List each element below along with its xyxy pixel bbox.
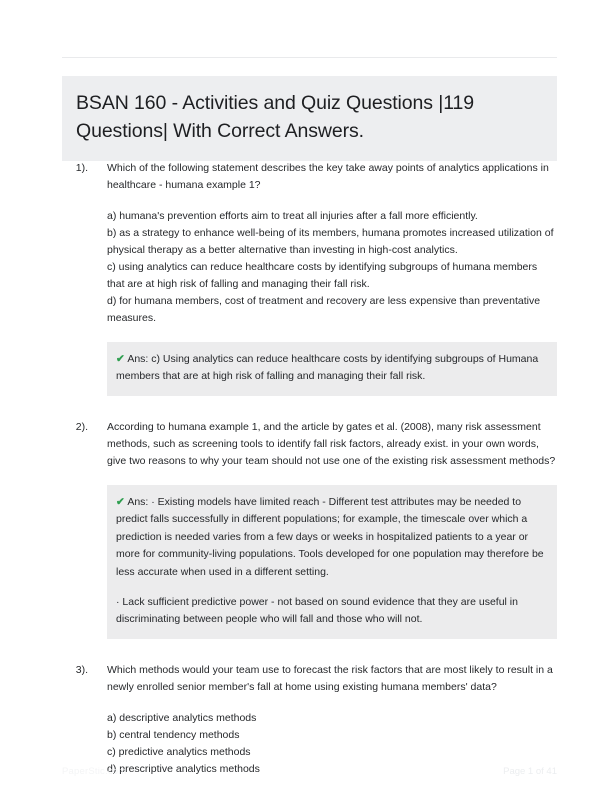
option-a: a) descriptive analytics methods [107,711,257,724]
check-icon: ✔ [116,353,125,365]
question-text: Which of the following statement describes the key take away points of analytics applications in healthcare - humana example 1? [107,162,549,191]
option-d: d) for humana members, cost of treatment and recovery are less expensive than preventative measures. [107,295,541,324]
option-b: b) central tendency methods [107,728,240,741]
page-footer [62,766,557,777]
questions-container [0,160,606,795]
answer-paragraph [116,351,546,386]
header-divider [62,57,557,58]
question-text: According to humana example 1, and the article by gates et al. (2008), many risk assessment methods, such as screening tools to identify fall risk factors, already exist. in your own words, give two reasons to why your team should not use one of the existing risk assessment methods? [107,420,556,467]
answer-paragraph: · Lack sufficient predictive power - not based on sound evidence that they are useful in discriminating between people who will fall and those who will not. [116,595,518,626]
answer-text: Ans: · Existing models have limited reach - Different test attributes may be needed to predict falls successfully in different populations; for example, the timescale over which a prediction is needed varies from a few days or weeks in hospitalized patients to a year or more for community-living populations. Tools developed for one population may therefore be less accurate when used in a different setting. [116,495,544,578]
check-icon: ✔ [116,495,125,508]
page-title: BSAN 160 - Activities and Quiz Questions |119 Questions| With Correct Answers. [62,76,557,161]
page-number: Page 1 of 41 [503,766,557,777]
option-list [107,208,557,327]
answer-box [107,485,557,639]
option-b: b) as a strategy to enhance well-being of its members, humana promotes increased utilization of physical therapy as a better alternative than investing in high-cost analytics. [107,227,554,256]
question-number: 3). [75,663,88,676]
question-block [0,160,606,396]
question-number: 2). [75,420,88,433]
option-a: a) humana's prevention efforts aim to treat all injuries after a fall more efficiently. [107,210,478,222]
question-text: Which methods would your team use to forecast the risk factors that are most likely to result in a newly enrolled senior member's fall at home using existing humana members' data? [107,663,553,693]
answer-box [107,342,557,396]
watermark: PaperStic.com [62,766,127,777]
option-c: c) using analytics can reduce healthcare costs by identifying subgroups of humana members that are at high risk of falling and managing their fall risk. [107,261,538,290]
option-d: d) prescriptive analytics methods [107,762,260,775]
question-number: 1). [75,162,88,174]
question-block [0,419,606,639]
answer-text: Ans: c) Using analytics can reduce healthcare costs by identifying subgroups of Humana members that are at high risk of falling and managing their fall risk. [116,353,539,383]
question-block [0,662,606,778]
option-c: c) predictive analytics methods [107,745,251,758]
answer-paragraph [116,494,546,581]
